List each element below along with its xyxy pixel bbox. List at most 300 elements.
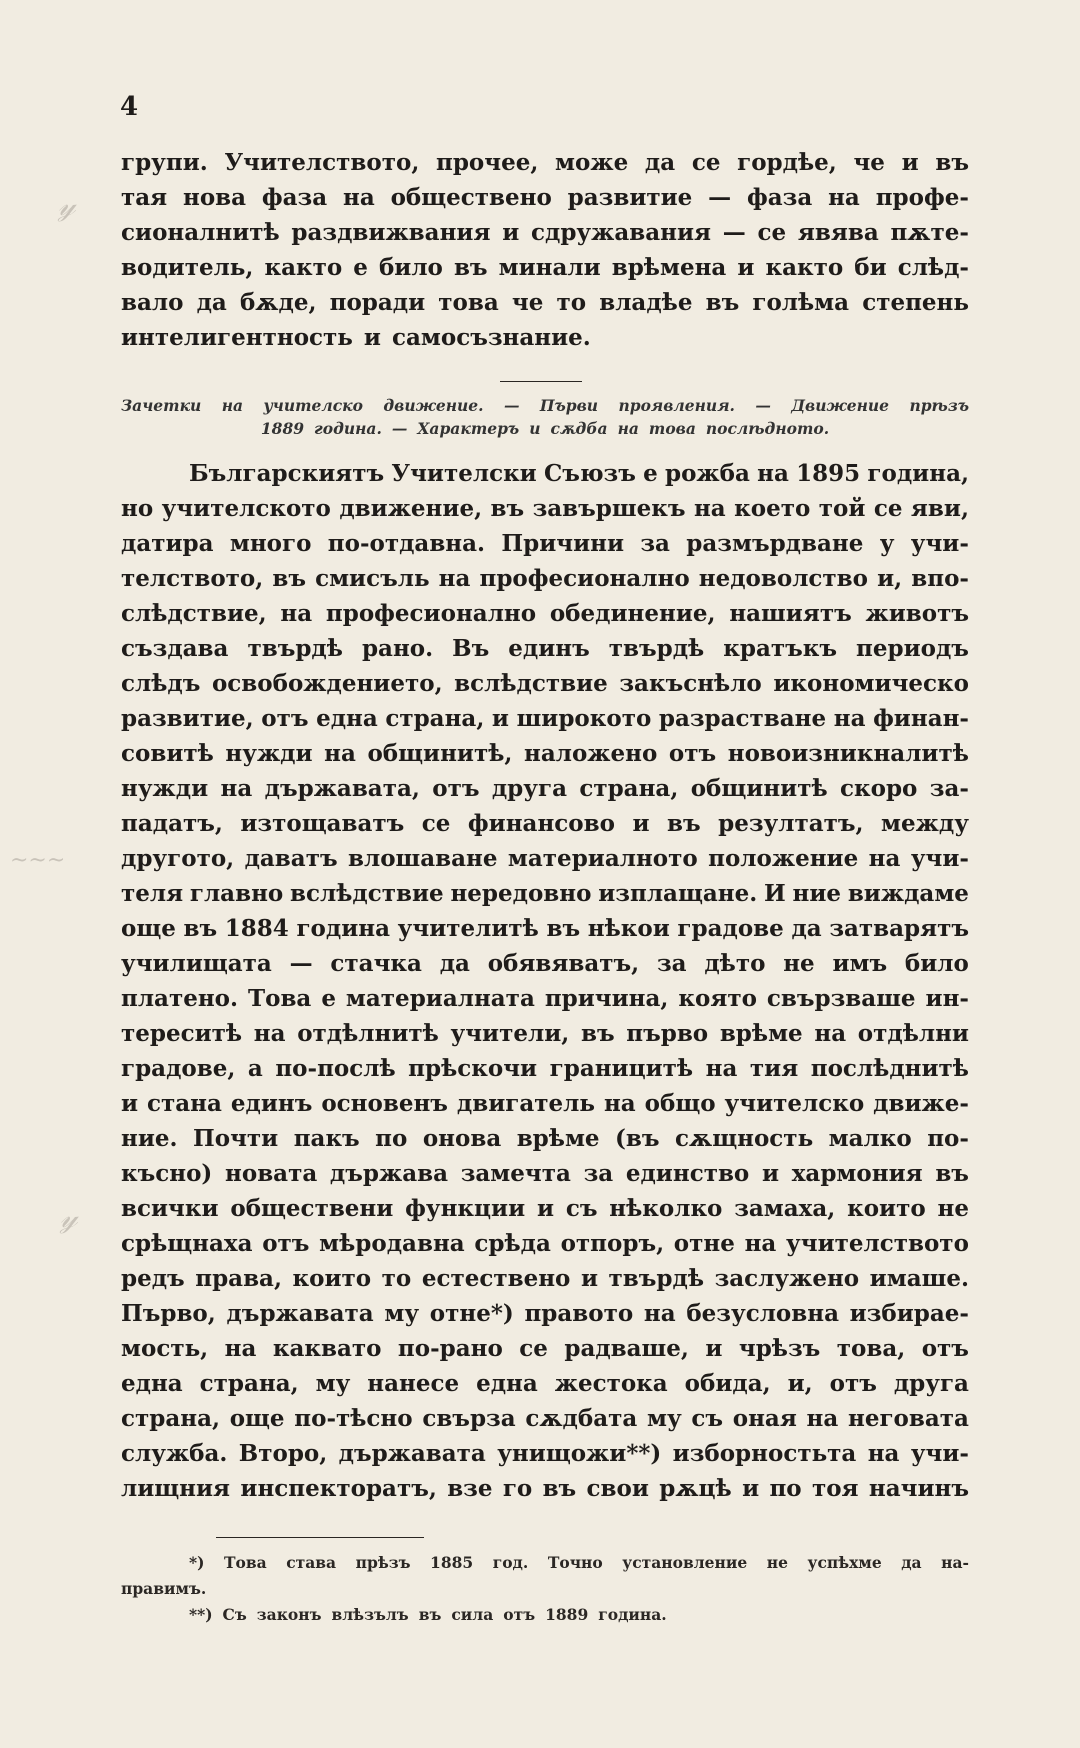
word: послѣдното. [705,419,830,438]
word: лищния [121,1475,231,1502]
word: учители, [450,1020,570,1047]
word: на [221,396,244,415]
word: и [737,254,755,281]
text-line [121,911,969,946]
word: учителско [263,396,363,415]
word: и [502,219,520,246]
word: отъ [432,775,480,802]
word: самосъзнание. [391,324,591,351]
page-number: 4 [120,92,139,122]
word: въ [580,1020,615,1047]
word: бѫде, [239,289,317,316]
word: които [292,1265,372,1292]
word: законъ [256,1605,322,1624]
word: размърдване [686,530,864,557]
word: групи. [121,149,208,176]
word: на [705,1055,738,1082]
word: права, [195,1265,282,1292]
word: се [757,219,787,246]
word: общо [644,1090,716,1117]
text-line [121,1191,969,1226]
word: отдѣлнитѣ [297,1020,439,1047]
word: обществено [390,184,552,211]
word: учителството [786,1230,969,1257]
word: учи- [910,530,969,557]
word: съ [691,1405,724,1432]
word: въ [935,1160,969,1187]
text-line [121,145,969,180]
word: даватъ [244,845,338,872]
word: тереситѣ [121,1020,243,1047]
word: друга [491,775,567,802]
word: на [220,775,253,802]
word: минали [498,254,601,281]
word: разрастване [658,705,827,732]
word: въ [183,915,218,942]
word: отъ [503,1605,536,1624]
word: телството, [121,565,264,592]
word: градове, [121,1055,236,1082]
word: за- [929,775,969,802]
word: нашиятъ [729,600,852,627]
word: е [353,254,368,281]
word: икономическо [773,670,969,697]
word: срѣщнаха [121,1230,253,1257]
word: година [296,915,390,942]
word: имъ [832,950,888,977]
word: година. [598,1605,667,1624]
word: чрѣзъ [738,1335,821,1362]
word: държавата [338,1440,486,1467]
word: една [316,705,378,732]
word: на [324,740,356,767]
word: сила [451,1605,494,1624]
word: — [708,184,732,211]
word: обществени [230,1195,394,1222]
word: изборностьта [672,1440,857,1467]
word: на- [941,1553,969,1572]
word: падатъ, [121,810,223,837]
word: профе- [875,184,969,211]
text-line [121,285,969,320]
word: сионалнитѣ [121,219,280,246]
word: и [580,1265,598,1292]
word: и [121,1090,139,1117]
word: стана [147,1090,222,1117]
word: дѣто [704,950,766,977]
word: ние [792,880,842,907]
word: нередовно [450,880,592,907]
word: впо- [911,565,969,592]
word: нужди [225,740,313,767]
word: рано. [361,635,434,662]
word: се [421,810,451,837]
word: не [766,1553,788,1572]
word: това [438,289,499,316]
word: една [476,1370,538,1397]
text-line [121,215,969,250]
word: да [901,1553,922,1572]
word: по [375,1125,408,1152]
word: много [229,530,312,557]
word: стачка [330,950,422,977]
word: новата [225,1160,318,1187]
text-line [121,1401,969,1436]
word: Почти [193,1125,279,1152]
word: материалното [507,845,698,872]
word: Второ, [238,1440,328,1467]
word: ние. [121,1125,178,1152]
word: по-отдавна. [327,530,486,557]
word: нѣкои [587,915,670,942]
word: нужди [121,775,209,802]
word: се [873,495,903,522]
paragraph-2 [121,456,969,1506]
word: държавата [226,1300,374,1327]
word: и, [877,565,903,592]
text-line [121,946,969,981]
word: това, [836,1335,906,1362]
word: неговата [847,1405,969,1432]
text-line [121,631,969,666]
word: Съюзъ [544,460,636,487]
text-line [121,596,969,631]
word: нѣколко [609,1195,723,1222]
word: което [734,495,811,522]
word: инспекторатъ, [240,1475,437,1502]
word: рожба [665,460,750,487]
word: движе- [873,1090,969,1117]
word: Точно [547,1553,603,1572]
word: и [536,1195,555,1222]
word: които [847,1195,926,1222]
word: да [196,289,227,316]
word: Първо, [121,1300,216,1327]
word: твърдѣ [608,635,705,662]
word: както [765,254,844,281]
text-line [121,736,969,771]
word: между [881,810,969,837]
word: въ [546,915,581,942]
word: Зачетки [121,396,202,415]
word: Това [248,985,312,1012]
word: отъ [668,740,717,767]
word: водитель, [121,254,254,281]
word: градове [677,915,784,942]
text-line [121,526,969,561]
text-line [121,666,969,701]
word: друга [893,1370,969,1397]
word: страна, [385,705,485,732]
text-line [121,250,969,285]
word: Учителски [391,460,537,487]
word: и [363,324,381,351]
word: врѣме [719,1020,803,1047]
word: причина, [544,985,669,1012]
word: сѫдбата [525,1405,638,1432]
word: Българскиятъ [189,460,385,487]
word: прѣскочи [408,1055,538,1082]
word: замечта [460,1160,571,1187]
word: на [693,495,726,522]
word: — [503,396,520,415]
word: държавата, [264,775,420,802]
word: на [280,600,313,627]
word: въ [418,1605,442,1624]
word: тия [749,1055,799,1082]
word: нова [183,184,247,211]
word: въ [272,565,306,592]
word: късно) [121,1160,213,1187]
word: слѣдъ [121,670,201,697]
word: обединение, [549,600,716,627]
word: свързваше [766,985,916,1012]
text-line [121,1156,969,1191]
word: на [867,1440,900,1467]
word: е [643,460,658,487]
paragraph-1 [121,145,969,355]
word: не [937,1195,969,1222]
word: на [643,1300,676,1327]
word: въ [667,810,701,837]
word: той [818,495,866,522]
word: професионално [479,565,690,592]
margin-pencil-mark: ~~~ [10,848,66,873]
summary-line [121,394,969,417]
word: отпоръ, [560,1230,665,1257]
word: датира [121,530,214,557]
word: главно [189,880,284,907]
word: голѣма [752,289,850,316]
word: обида, [684,1370,771,1397]
word: на [828,184,860,211]
text-line [121,1261,969,1296]
word: не [783,950,815,977]
text-line [121,1331,969,1366]
margin-pencil-mark: 𝓎 [60,1200,78,1235]
text-line [121,1366,969,1401]
word: съ [565,1195,598,1222]
word: другото, [121,845,235,872]
footnote-divider [216,1537,424,1538]
word: да [791,915,822,942]
word: каквато [272,1335,382,1362]
word: 1895 [796,460,861,487]
text-line [121,1226,969,1261]
word: новоизникналитѣ [727,740,969,767]
word: по-тѣсно [294,1405,413,1432]
word: владѣе [599,289,693,316]
word: то [381,1265,412,1292]
text-line [121,806,969,841]
word: тоя [811,1475,859,1502]
word: слѣд- [897,254,969,281]
word: движение. [383,396,484,415]
word: и [742,1475,760,1502]
footnote-2 [121,1602,969,1628]
word: отне [673,1230,735,1257]
word: свои [586,1475,649,1502]
word: на [438,565,471,592]
word: мѣродавна [319,1230,465,1257]
word: може [555,149,629,176]
word: яви, [910,495,969,522]
word: финан- [873,705,969,732]
word: на [744,1230,777,1257]
word: Въ [452,635,490,662]
word: — [391,419,408,438]
word: както [264,254,343,281]
word: че [511,289,544,316]
summary-line [121,417,969,440]
text-line [121,701,969,736]
word: по [769,1475,802,1502]
word: платено. [121,985,239,1012]
word: начинъ [868,1475,969,1502]
text-line [121,1436,969,1471]
word: оная [732,1405,797,1432]
word: Причини [501,530,625,557]
word: свърза [422,1405,516,1432]
word: и [901,149,919,176]
text-line [121,561,969,596]
word: онова [422,1125,502,1152]
word: поради [329,289,426,316]
word: виждаме [847,880,969,907]
word: и [761,1160,780,1187]
word: освобождението, [211,670,443,697]
word: пѫте- [890,219,969,246]
word: която [678,985,757,1012]
word: избирае- [849,1300,969,1327]
word: всички [121,1195,219,1222]
word: за [583,1160,614,1187]
word: влѣзълъ [331,1605,409,1624]
word: установление [622,1553,748,1572]
word: е [321,985,336,1012]
word: недоволство [698,565,869,592]
word: совитѣ [121,740,214,767]
word: животъ [865,600,969,627]
word: единство [625,1160,750,1187]
word: страна, [579,775,679,802]
word: и, [787,1370,813,1397]
word: естествено [421,1265,571,1292]
word: за [656,950,687,977]
word: въ [705,289,740,316]
word: се [519,1335,548,1362]
word: гордѣе, [737,149,837,176]
section-divider [500,381,582,382]
word: срѣда [474,1230,551,1257]
word: рѫцѣ [659,1475,732,1502]
word: му [315,1370,351,1397]
text-line [121,981,969,1016]
word: фаза [747,184,813,211]
word: явява [797,219,879,246]
word: малко [828,1125,912,1152]
word: интелигентность [121,324,353,351]
word: на [342,184,375,211]
word: безусловна [686,1300,839,1327]
word: сѫдба [550,419,608,438]
word: учи- [910,845,969,872]
word: двигатель [456,1090,595,1117]
text-line [121,1086,969,1121]
word: отъ [921,1335,969,1362]
word: унищожи**) [497,1440,662,1467]
word: на [806,1405,839,1432]
word: — [289,950,313,977]
word: раздвижвания [291,219,491,246]
word: положение [708,845,859,872]
word: му [646,1405,682,1432]
word: държава [329,1160,448,1187]
word: да [644,149,676,176]
word: учителско [724,1090,865,1117]
word: смисъль [315,565,430,592]
word: хармония [791,1160,923,1187]
word: на [617,419,639,438]
word: послѣднитѣ [810,1055,969,1082]
word: на [814,1020,847,1047]
section-summary [121,394,969,440]
word: Съ [222,1605,247,1624]
word: функции [405,1195,526,1222]
word: жестока [554,1370,668,1397]
word: въ [542,1475,577,1502]
word: отъ [261,705,309,732]
text-line [121,1016,969,1051]
word: правото [524,1300,634,1327]
word: още [229,1405,285,1432]
word: год. [492,1553,529,1572]
word: влошаване [348,845,498,872]
word: вслѣдствие [290,880,444,907]
word: прѣзъ [909,396,969,415]
word: го [502,1475,533,1502]
word: твърдѣ [608,1265,705,1292]
word: една [121,1370,183,1397]
word: степень [862,289,969,316]
word: въ [935,149,969,176]
word: развитие, [121,705,254,732]
word: на [833,705,866,732]
word: Учителството, [224,149,420,176]
word: било [904,950,969,977]
word: на [224,1335,257,1362]
word: редъ [121,1265,185,1292]
word: учителитѣ [397,915,539,942]
word: Движение [791,396,890,415]
word: служба. [121,1440,228,1467]
word: (въ [615,1125,660,1152]
word: на [868,845,901,872]
word: Характеръ [417,419,520,438]
word: и [705,1335,723,1362]
word: Първи [539,396,599,415]
word: изтощаватъ [240,810,405,837]
word: кратъкъ [723,635,837,662]
word: вало [121,289,184,316]
word: се [691,149,721,176]
word: у [879,530,895,557]
word: било [378,254,443,281]
word: прочее, [436,149,539,176]
word: — [722,219,746,246]
word: твърдѣ [247,635,343,662]
text-line [121,876,969,911]
